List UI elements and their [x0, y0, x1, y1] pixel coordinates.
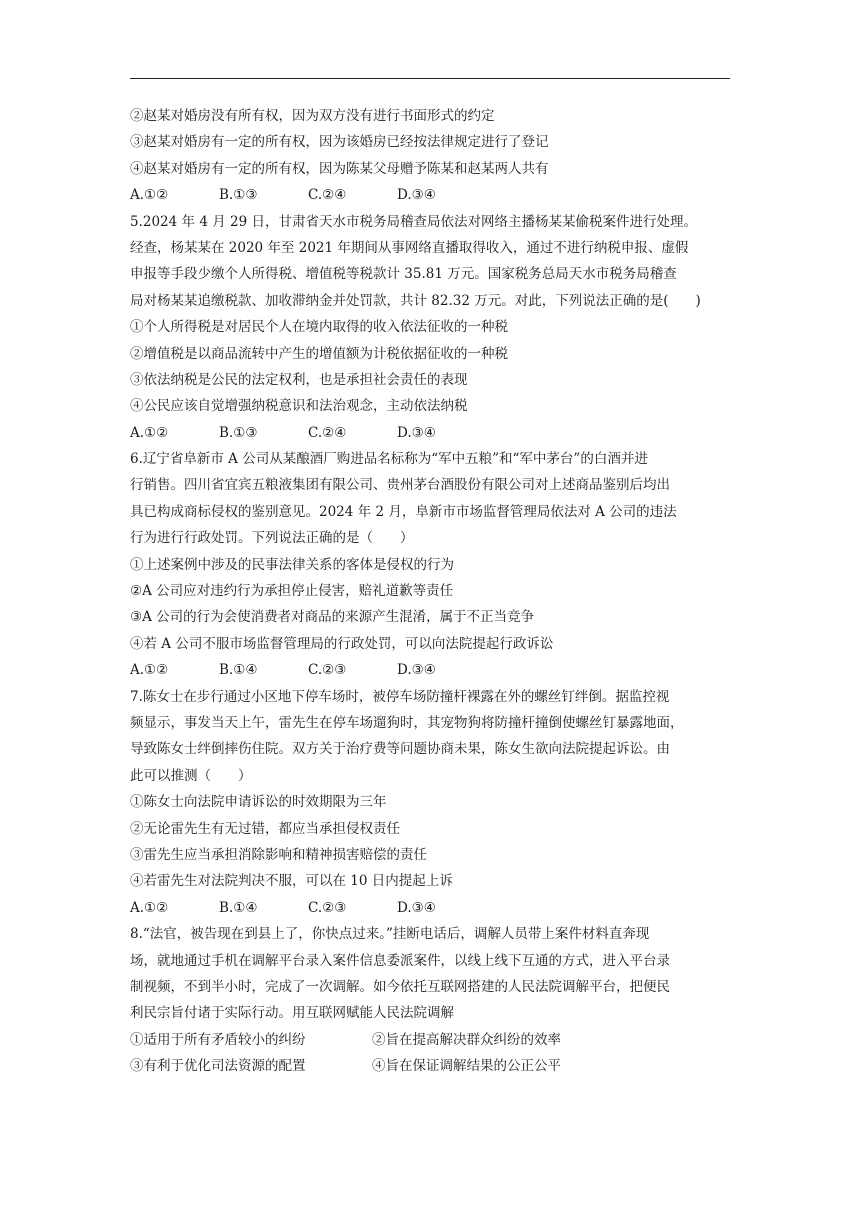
q6-statement-2: ②A 公司应对违约行为承担停止侵害，赔礼道歉等责任: [130, 583, 454, 600]
q6-options: [130, 657, 730, 683]
q6-option-d: D.③④: [397, 662, 436, 679]
q8-statement-4: ④旨在保证调解结果的公正公平: [372, 1058, 561, 1075]
q8-statement-3: ③有利于优化司法资源的配置: [130, 1058, 306, 1075]
q8-stem-line: 制视频，不到半小时，完成了一次调解。如今依托互联网搭建的人民法院调解平台，把便民: [130, 978, 670, 995]
q8-statement-1: ①适用于所有矛盾较小的纠纷: [130, 1031, 306, 1048]
q5-option-b: B.①③: [219, 424, 258, 441]
q5-option-a: A.①②: [130, 424, 169, 441]
q8-stem-line: 8.“法官，被告现在到县上了，你快点过来。”挂断电话后，调解人员带上案件材料直奔现: [130, 926, 650, 943]
q7-options: [130, 895, 730, 921]
q5-statement-1: ①个人所得税是对居民个人在境内取得的收入依法征收的一种税: [130, 319, 508, 336]
q4-statement-2: ②赵某对婚房没有所有权，因为双方没有进行书面形式的约定: [130, 108, 495, 124]
q6-stem-line: 行为进行行政处罚。下列说法正确的是（ ）: [130, 530, 414, 547]
q4-statement-4: ④赵某对婚房有一定的所有权，因为陈某父母赠予陈某和赵某两人共有: [130, 160, 549, 177]
q6-statement-1: ①上述案例中涉及的民事法律关系的客体是侵权的行为: [130, 556, 454, 573]
q6-statement-4: ④若 A 公司不服市场监督管理局的行政处罚，可以向法院提起行政诉讼: [130, 635, 554, 652]
q5-option-c: C.②④: [308, 424, 347, 441]
q4-option-d: D.③④: [397, 187, 436, 204]
q6-stem-line: 6.辽宁省阜新市 A 公司从某酿酒厂购进品名标称为“军中五粮”和“军中茅台”的白酒并进: [130, 451, 648, 468]
q7-option-d: D.③④: [397, 899, 436, 916]
q5-stem-line: 申报等手段少缴个人所得税、增值税等税款计 35.81 万元。国家税务总局天水市税务局稽查: [130, 266, 677, 283]
q5-statement-4: ④公民应该自觉增强纳税意识和法治观念，主动依法纳税: [130, 398, 468, 415]
q7-statement-1: ①陈女士向法院申请诉讼的时效期限为三年: [130, 794, 387, 811]
header-rule: [130, 78, 730, 79]
q6-option-a: A.①②: [130, 662, 169, 679]
q5-option-d: D.③④: [397, 424, 436, 441]
q8-statements-row-2: [130, 1053, 730, 1079]
q8-statements-row-1: [130, 1027, 730, 1053]
q6-stem-line: 具已构成商标侵权的鉴别意见。2024 年 2 月，阜新市市场监督管理局依法对 A 公司的违法: [130, 503, 677, 520]
q4-option-b: B.①③: [219, 187, 258, 204]
q6-option-c: C.②③: [308, 662, 347, 679]
q5-stem-line: 局对杨某某追缴税款、加收滞纳金并处罚款，共计 82.32 万元。对此，下列说法正确的是( ): [130, 292, 701, 309]
q5-statement-2: ②增值税是以商品流转中产生的增值额为计税依据征收的一种税: [130, 345, 508, 362]
q7-statement-3: ③雷先生应当承担消除影响和精神损害赔偿的责任: [130, 846, 427, 863]
q7-stem-line: 频显示，事发当天上午，雷先生在停车场遛狗时，其宠物狗将防撞杆撞倒使螺丝钉暴露地面，: [130, 714, 684, 731]
q5-statement-3: ③依法纳税是公民的法定权利，也是承担社会责任的表现: [130, 371, 468, 388]
q8-statement-2: ②旨在提高解决群众纠纷的效率: [372, 1031, 561, 1048]
q5-stem-line: 经查，杨某某在 2020 年至 2021 年期间从事网络直播取得收入，通过不进行纳税申报、虚假: [130, 239, 689, 256]
q6-option-b: B.①④: [219, 662, 258, 679]
q4-option-c: C.②④: [308, 187, 347, 204]
q7-stem-line: 导致陈女士绊倒摔伤住院。双方关于治疗费等问题协商未果，陈女生欲向法院提起诉讼。由: [130, 741, 670, 758]
q5-stem-line: 5.2024 年 4 月 29 日，甘肃省天水市税务局稽查局依法对网络主播杨某某偷税案件进行处理。: [130, 213, 697, 230]
q5-options: [130, 420, 730, 446]
q4-statement-3: ③赵某对婚房有一定的所有权，因为该婚房已经按法律规定进行了登记: [130, 134, 549, 151]
q7-option-a: A.①②: [130, 899, 169, 916]
q8-stem-line: 利民宗旨付诸于实际行动。用互联网赋能人民法院调解: [130, 1005, 454, 1022]
q6-stem-line: 行销售。四川省宜宾五粮液集团有限公司、贵州茅台酒股份有限公司对上述商品鉴别后均出: [130, 477, 670, 494]
q8-stem-line: 场，就地通过手机在调解平台录入案件信息委派案件，以线上线下互通的方式，进入平台录: [130, 952, 670, 969]
q7-option-c: C.②③: [308, 899, 347, 916]
q7-statement-4: ④若雷先生对法院判决不服，可以在 10 日内提起上诉: [130, 873, 453, 890]
q4-option-a: A.①②: [130, 187, 169, 204]
q7-stem-line: 此可以推测（ ）: [130, 767, 252, 784]
q4-options: [130, 182, 730, 208]
q7-statement-2: ②无论雷先生有无过错，都应当承担侵权责任: [130, 820, 400, 837]
q6-statement-3: ③A 公司的行为会使消费者对商品的来源产生混淆，属于不正当竞争: [130, 609, 535, 626]
q7-stem-line: 7.陈女士在步行通过小区地下停车场时，被停车场防撞杆裸露在外的螺丝钉绊倒。据监控视: [130, 688, 670, 705]
q7-option-b: B.①④: [219, 899, 258, 916]
exam-page: [130, 103, 730, 1079]
